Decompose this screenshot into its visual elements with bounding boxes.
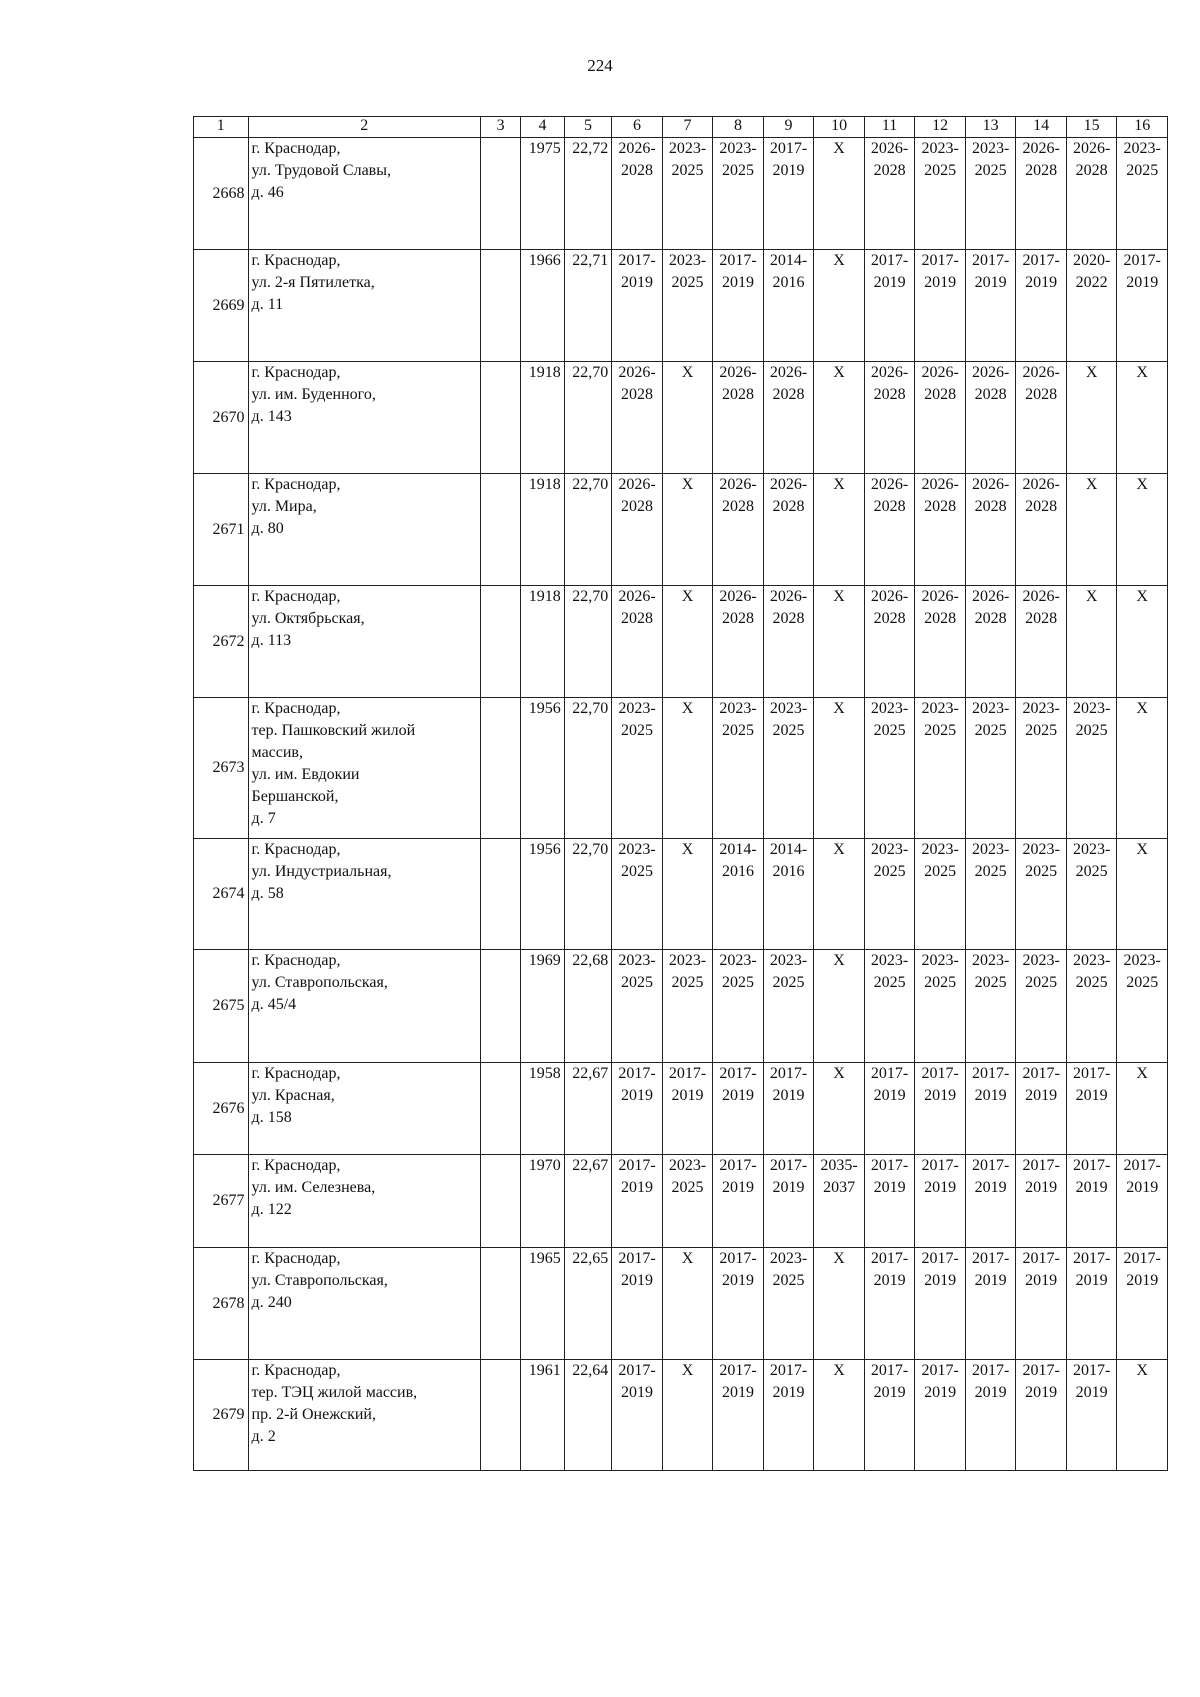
period-cell: X xyxy=(662,362,713,474)
period-cell: X xyxy=(662,839,713,950)
value-cell: 22,64 xyxy=(564,1360,611,1471)
period-cell: 2026- 2028 xyxy=(965,586,1016,698)
table-row xyxy=(194,586,1168,698)
period-cell: 2023- 2025 xyxy=(612,698,663,839)
period-cell: 2026- 2028 xyxy=(612,586,663,698)
period-cell: 2023- 2025 xyxy=(965,698,1016,839)
period-cell: X xyxy=(814,1360,865,1471)
row-number: 2670 xyxy=(194,362,249,474)
row-number: 2672 xyxy=(194,586,249,698)
table-row xyxy=(194,1155,1168,1248)
period-cell: 2026- 2028 xyxy=(713,586,764,698)
period-cell xyxy=(480,138,520,250)
column-header-14: 14 xyxy=(1016,117,1067,138)
table-row xyxy=(194,362,1168,474)
period-cell: 2026- 2028 xyxy=(612,362,663,474)
address-cell: г. Краснодар, тер. ТЭЦ жилой массив, пр. 2-й Онежский, д. 2 xyxy=(248,1360,480,1471)
period-cell: 2017- 2019 xyxy=(763,1360,814,1471)
period-cell: 2026- 2028 xyxy=(915,474,966,586)
period-cell: 2023- 2025 xyxy=(763,950,814,1063)
column-header-4: 4 xyxy=(521,117,564,138)
period-cell: 2023- 2025 xyxy=(1016,950,1067,1063)
period-cell: 2014- 2016 xyxy=(713,839,764,950)
period-cell: X xyxy=(814,1248,865,1360)
period-cell: X xyxy=(1117,698,1168,839)
value-cell: 1966 xyxy=(521,250,564,362)
period-cell: 2023- 2025 xyxy=(713,950,764,1063)
period-cell: 2017- 2019 xyxy=(965,1248,1016,1360)
period-cell: 2023- 2025 xyxy=(612,950,663,1063)
period-cell: 2023- 2025 xyxy=(1016,698,1067,839)
period-cell: 2017- 2019 xyxy=(864,250,915,362)
period-cell: 2026- 2028 xyxy=(763,362,814,474)
period-cell: 2023- 2025 xyxy=(965,950,1016,1063)
period-cell: 2023- 2025 xyxy=(864,698,915,839)
value-cell: 1918 xyxy=(521,474,564,586)
period-cell: 2026- 2028 xyxy=(612,138,663,250)
value-cell: 22,70 xyxy=(564,474,611,586)
period-cell: 2023- 2025 xyxy=(1066,839,1117,950)
period-cell: 2017- 2019 xyxy=(1117,1248,1168,1360)
period-cell: 2026- 2028 xyxy=(965,362,1016,474)
column-header-9: 9 xyxy=(763,117,814,138)
value-cell: 1918 xyxy=(521,362,564,474)
period-cell: 2017- 2019 xyxy=(864,1063,915,1155)
period-cell: X xyxy=(1117,362,1168,474)
period-cell: X xyxy=(662,698,713,839)
period-cell: 2020- 2022 xyxy=(1066,250,1117,362)
period-cell: X xyxy=(1117,474,1168,586)
address-cell: г. Краснодар, ул. им. Буденного, д. 143 xyxy=(248,362,480,474)
header-row xyxy=(194,117,1168,138)
period-cell xyxy=(480,1063,520,1155)
period-cell: 2017- 2019 xyxy=(1016,250,1067,362)
period-cell: 2026- 2028 xyxy=(763,474,814,586)
page-number: 224 xyxy=(587,56,613,75)
column-header-12: 12 xyxy=(915,117,966,138)
period-cell: 2017- 2019 xyxy=(1016,1360,1067,1471)
period-cell: 2026- 2028 xyxy=(1066,138,1117,250)
period-cell: 2023- 2025 xyxy=(965,839,1016,950)
period-cell: 2017- 2019 xyxy=(1016,1155,1067,1248)
period-cell: 2026- 2028 xyxy=(1016,362,1067,474)
period-cell: 2026- 2028 xyxy=(864,474,915,586)
period-cell: 2017- 2019 xyxy=(763,1063,814,1155)
period-cell: 2023- 2025 xyxy=(763,698,814,839)
row-number: 2679 xyxy=(194,1360,249,1471)
period-cell: X xyxy=(814,839,865,950)
period-cell: X xyxy=(662,1360,713,1471)
period-cell: 2017- 2019 xyxy=(713,1360,764,1471)
value-cell: 22,67 xyxy=(564,1155,611,1248)
period-cell: 2017- 2019 xyxy=(864,1360,915,1471)
column-header-15: 15 xyxy=(1066,117,1117,138)
address-cell: г. Краснодар, тер. Пашковский жилой массив, ул. им. Евдокии Бершанской, д. 7 xyxy=(248,698,480,839)
table-row xyxy=(194,1360,1168,1471)
period-cell: X xyxy=(662,586,713,698)
period-cell: X xyxy=(814,474,865,586)
column-header-3: 3 xyxy=(480,117,520,138)
period-cell: 2023- 2025 xyxy=(915,839,966,950)
period-cell: 2017- 2019 xyxy=(763,138,814,250)
value-cell: 22,65 xyxy=(564,1248,611,1360)
table-body xyxy=(194,138,1168,1471)
period-cell: 2026- 2028 xyxy=(1016,138,1067,250)
period-cell: X xyxy=(1066,586,1117,698)
column-header-1: 1 xyxy=(194,117,249,138)
row-number: 2668 xyxy=(194,138,249,250)
period-cell: X xyxy=(814,586,865,698)
period-cell: 2023- 2025 xyxy=(1117,138,1168,250)
table-row xyxy=(194,138,1168,250)
column-header-16: 16 xyxy=(1117,117,1168,138)
period-cell: 2026- 2028 xyxy=(1016,474,1067,586)
row-number: 2675 xyxy=(194,950,249,1063)
table-row xyxy=(194,1063,1168,1155)
row-number: 2678 xyxy=(194,1248,249,1360)
housing-registry-table xyxy=(193,116,1168,1471)
period-cell: X xyxy=(814,950,865,1063)
period-cell: 2026- 2028 xyxy=(763,586,814,698)
period-cell xyxy=(480,1155,520,1248)
period-cell xyxy=(480,1360,520,1471)
address-cell: г. Краснодар, ул. 2-я Пятилетка, д. 11 xyxy=(248,250,480,362)
period-cell: 2026- 2028 xyxy=(1016,586,1067,698)
period-cell: 2017- 2019 xyxy=(1117,1155,1168,1248)
period-cell: 2023- 2025 xyxy=(662,1155,713,1248)
period-cell: X xyxy=(814,698,865,839)
period-cell: X xyxy=(1117,586,1168,698)
table-row xyxy=(194,250,1168,362)
table-row xyxy=(194,950,1168,1063)
period-cell: X xyxy=(814,138,865,250)
period-cell: 2023- 2025 xyxy=(915,138,966,250)
column-header-5: 5 xyxy=(564,117,611,138)
address-cell: г. Краснодар, ул. Индустриальная, д. 58 xyxy=(248,839,480,950)
period-cell: 2023- 2025 xyxy=(662,250,713,362)
value-cell: 1975 xyxy=(521,138,564,250)
period-cell: X xyxy=(814,1063,865,1155)
period-cell xyxy=(480,839,520,950)
row-number: 2677 xyxy=(194,1155,249,1248)
period-cell: 2017- 2019 xyxy=(915,1063,966,1155)
period-cell: 2026- 2028 xyxy=(713,474,764,586)
address-cell: г. Краснодар, ул. Трудовой Славы, д. 46 xyxy=(248,138,480,250)
period-cell xyxy=(480,586,520,698)
period-cell: 2023- 2025 xyxy=(915,698,966,839)
table-row xyxy=(194,839,1168,950)
period-cell: 2017- 2019 xyxy=(965,1360,1016,1471)
period-cell: 2026- 2028 xyxy=(713,362,764,474)
column-header-7: 7 xyxy=(662,117,713,138)
period-cell: 2017- 2019 xyxy=(915,1155,966,1248)
period-cell: 2017- 2019 xyxy=(713,1248,764,1360)
period-cell: 2023- 2025 xyxy=(612,839,663,950)
period-cell: 2017- 2019 xyxy=(864,1155,915,1248)
period-cell: 2026- 2028 xyxy=(965,474,1016,586)
period-cell: 2026- 2028 xyxy=(915,362,966,474)
period-cell: X xyxy=(1117,1063,1168,1155)
period-cell: 2017- 2019 xyxy=(612,1155,663,1248)
column-header-6: 6 xyxy=(612,117,663,138)
period-cell xyxy=(480,698,520,839)
period-cell: 2017- 2019 xyxy=(1016,1063,1067,1155)
row-number: 2671 xyxy=(194,474,249,586)
period-cell: 2017- 2019 xyxy=(915,1360,966,1471)
period-cell: 2017- 2019 xyxy=(713,1063,764,1155)
period-cell: X xyxy=(814,362,865,474)
period-cell: X xyxy=(1066,362,1117,474)
period-cell: 2017- 2019 xyxy=(662,1063,713,1155)
period-cell xyxy=(480,362,520,474)
row-number: 2676 xyxy=(194,1063,249,1155)
period-cell: 2017- 2019 xyxy=(612,250,663,362)
address-cell: г. Краснодар, ул. им. Селезнева, д. 122 xyxy=(248,1155,480,1248)
period-cell: X xyxy=(662,474,713,586)
row-number: 2669 xyxy=(194,250,249,362)
period-cell: 2014- 2016 xyxy=(763,250,814,362)
period-cell: 2017- 2019 xyxy=(1117,250,1168,362)
period-cell: 2017- 2019 xyxy=(713,250,764,362)
period-cell: X xyxy=(1117,839,1168,950)
value-cell: 1961 xyxy=(521,1360,564,1471)
period-cell: 2026- 2028 xyxy=(864,586,915,698)
value-cell: 22,70 xyxy=(564,839,611,950)
period-cell: 2017- 2019 xyxy=(965,250,1016,362)
table-row xyxy=(194,474,1168,586)
period-cell: 2023- 2025 xyxy=(662,138,713,250)
period-cell: 2017- 2019 xyxy=(612,1248,663,1360)
period-cell: 2014- 2016 xyxy=(763,839,814,950)
address-cell: г. Краснодар, ул. Мира, д. 80 xyxy=(248,474,480,586)
period-cell: 2026- 2028 xyxy=(864,138,915,250)
period-cell: 2023- 2025 xyxy=(1117,950,1168,1063)
value-cell: 1956 xyxy=(521,698,564,839)
period-cell xyxy=(480,1248,520,1360)
period-cell: 2017- 2019 xyxy=(965,1155,1016,1248)
period-cell: 2023- 2025 xyxy=(662,950,713,1063)
value-cell: 1969 xyxy=(521,950,564,1063)
period-cell: 2023- 2025 xyxy=(915,950,966,1063)
period-cell: 2017- 2019 xyxy=(915,250,966,362)
period-cell: 2017- 2019 xyxy=(864,1248,915,1360)
period-cell: 2017- 2019 xyxy=(1016,1248,1067,1360)
period-cell xyxy=(480,950,520,1063)
period-cell: 2023- 2025 xyxy=(713,138,764,250)
period-cell: 2023- 2025 xyxy=(1066,698,1117,839)
column-header-8: 8 xyxy=(713,117,764,138)
period-cell: X xyxy=(1117,1360,1168,1471)
period-cell: 2023- 2025 xyxy=(864,839,915,950)
period-cell: 2035- 2037 xyxy=(814,1155,865,1248)
period-cell: 2017- 2019 xyxy=(763,1155,814,1248)
value-cell: 1918 xyxy=(521,586,564,698)
period-cell: 2017- 2019 xyxy=(965,1063,1016,1155)
table-row xyxy=(194,1248,1168,1360)
value-cell: 22,72 xyxy=(564,138,611,250)
column-header-10: 10 xyxy=(814,117,865,138)
period-cell: 2026- 2028 xyxy=(612,474,663,586)
column-header-2: 2 xyxy=(248,117,480,138)
period-cell xyxy=(480,250,520,362)
period-cell: X xyxy=(662,1248,713,1360)
period-cell: 2017- 2019 xyxy=(713,1155,764,1248)
period-cell: 2017- 2019 xyxy=(612,1360,663,1471)
period-cell: 2026- 2028 xyxy=(915,586,966,698)
row-number: 2674 xyxy=(194,839,249,950)
value-cell: 22,70 xyxy=(564,698,611,839)
period-cell: 2023- 2025 xyxy=(1016,839,1067,950)
period-cell: 2023- 2025 xyxy=(965,138,1016,250)
period-cell: 2017- 2019 xyxy=(1066,1155,1117,1248)
period-cell: 2026- 2028 xyxy=(864,362,915,474)
value-cell: 1958 xyxy=(521,1063,564,1155)
value-cell: 1956 xyxy=(521,839,564,950)
period-cell: 2017- 2019 xyxy=(1066,1360,1117,1471)
value-cell: 22,70 xyxy=(564,362,611,474)
period-cell: 2023- 2025 xyxy=(713,698,764,839)
column-header-13: 13 xyxy=(965,117,1016,138)
period-cell: 2023- 2025 xyxy=(763,1248,814,1360)
address-cell: г. Краснодар, ул. Ставропольская, д. 240 xyxy=(248,1248,480,1360)
value-cell: 22,71 xyxy=(564,250,611,362)
period-cell: 2023- 2025 xyxy=(864,950,915,1063)
value-cell: 1965 xyxy=(521,1248,564,1360)
period-cell: 2023- 2025 xyxy=(1066,950,1117,1063)
value-cell: 1970 xyxy=(521,1155,564,1248)
value-cell: 22,68 xyxy=(564,950,611,1063)
column-header-11: 11 xyxy=(864,117,915,138)
period-cell: X xyxy=(814,250,865,362)
period-cell: 2017- 2019 xyxy=(612,1063,663,1155)
period-cell: 2017- 2019 xyxy=(915,1248,966,1360)
table-row xyxy=(194,698,1168,839)
address-cell: г. Краснодар, ул. Октябрьская, д. 113 xyxy=(248,586,480,698)
period-cell: X xyxy=(1066,474,1117,586)
period-cell xyxy=(480,474,520,586)
address-cell: г. Краснодар, ул. Ставропольская, д. 45/4 xyxy=(248,950,480,1063)
period-cell: 2017- 2019 xyxy=(1066,1063,1117,1155)
row-number: 2673 xyxy=(194,698,249,839)
period-cell: 2017- 2019 xyxy=(1066,1248,1117,1360)
value-cell: 22,67 xyxy=(564,1063,611,1155)
value-cell: 22,70 xyxy=(564,586,611,698)
address-cell: г. Краснодар, ул. Красная, д. 158 xyxy=(248,1063,480,1155)
